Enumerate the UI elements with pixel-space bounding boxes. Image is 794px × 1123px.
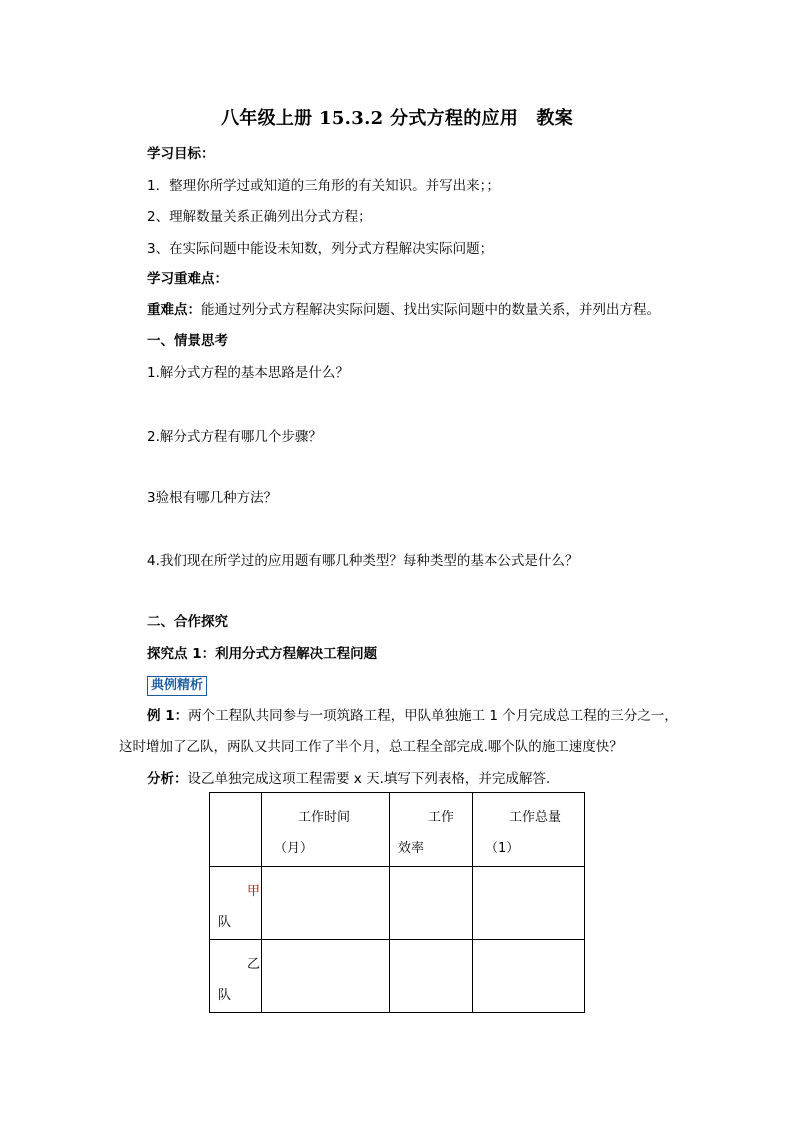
row-jia-char1: 甲 — [247, 884, 261, 899]
example-tag: 典例精析 — [147, 676, 207, 696]
explore-point-1: 探究点 1：利用分式方程解决工程问题 — [147, 646, 378, 662]
goal-item-3: 3、在实际问题中能设未知数，列分式方程解决实际问题； — [147, 241, 494, 257]
key-points-label: 重难点： — [147, 302, 201, 318]
table-header-cell-efficiency — [390, 793, 473, 867]
table-header-cell-time — [262, 793, 390, 867]
section2-heading: 二、合作探究 — [147, 614, 228, 630]
table-cell — [262, 940, 390, 1013]
table-row — [210, 867, 585, 940]
key-points-text: 能通过列分式方程解决实际问题、找出实际问题中的数量关系，并列出方程。 — [201, 302, 660, 318]
question-1: 1.解分式方程的基本思路是什么？ — [147, 365, 349, 381]
table-row — [210, 940, 585, 1013]
analysis-text: 设乙单独完成这项工程需要 x 天.填写下列表格，并完成解答. — [187, 771, 551, 787]
question-3: 3验根有哪几种方法？ — [147, 490, 278, 506]
key-points-heading: 学习重难点： — [147, 271, 228, 287]
question-4: 4.我们现在所学过的应用题有哪几种类型？每种类型的基本公式是什么？ — [147, 553, 579, 569]
example-line-1 — [147, 707, 678, 725]
document-title: 八年级上册 15.3.2 分式方程的应用 教案 — [220, 108, 574, 129]
table-header-cell-total — [473, 793, 585, 867]
example-line-2: 这时增加了乙队，两队又共同工作了半个月，总工程全部完成.哪个队的施工速度快？ — [119, 739, 623, 755]
header-time-line2: （月） — [274, 841, 314, 856]
header-efficiency-line2: 效率 — [398, 841, 425, 856]
example-label: 例 1： — [147, 708, 189, 724]
goal-item-2: 2、理解数量关系正确列出分式方程； — [147, 209, 372, 225]
goals-heading: 学习目标： — [147, 146, 215, 162]
header-time-line1: 工作时间 — [298, 810, 351, 825]
row-label-cell-yi — [210, 940, 262, 1013]
table-cell — [473, 867, 585, 940]
table-cell — [390, 940, 473, 1013]
header-total-line1: 工作总量 — [509, 810, 562, 825]
table-header-row — [210, 793, 585, 867]
goal-item-1: 1．整理你所学过或知道的三角形的有关知识。并写出来；； — [147, 178, 500, 194]
work-table — [209, 792, 585, 1013]
header-efficiency-line1: 工作 — [428, 810, 455, 825]
table-cell — [473, 940, 585, 1013]
header-total-line2: （1） — [485, 841, 520, 856]
row-label-cell-jia — [210, 867, 262, 940]
table-cell — [262, 867, 390, 940]
row-yi-char1: 乙 — [247, 957, 261, 972]
table-header-cell-empty — [210, 793, 262, 867]
example-text-1: 两个工程队共同参与一项筑路工程，甲队单独施工 1 个月完成总工程的三分之一， — [188, 708, 678, 724]
row-jia-char2: 队 — [218, 915, 232, 930]
section1-heading: 一、情景思考 — [147, 333, 228, 349]
question-2: 2.解分式方程有哪几个步骤？ — [147, 429, 322, 445]
row-yi-char2: 队 — [218, 988, 232, 1003]
table-cell — [390, 867, 473, 940]
key-points-line — [147, 301, 660, 319]
analysis-label: 分析： — [147, 771, 188, 787]
analysis-line — [147, 770, 550, 788]
